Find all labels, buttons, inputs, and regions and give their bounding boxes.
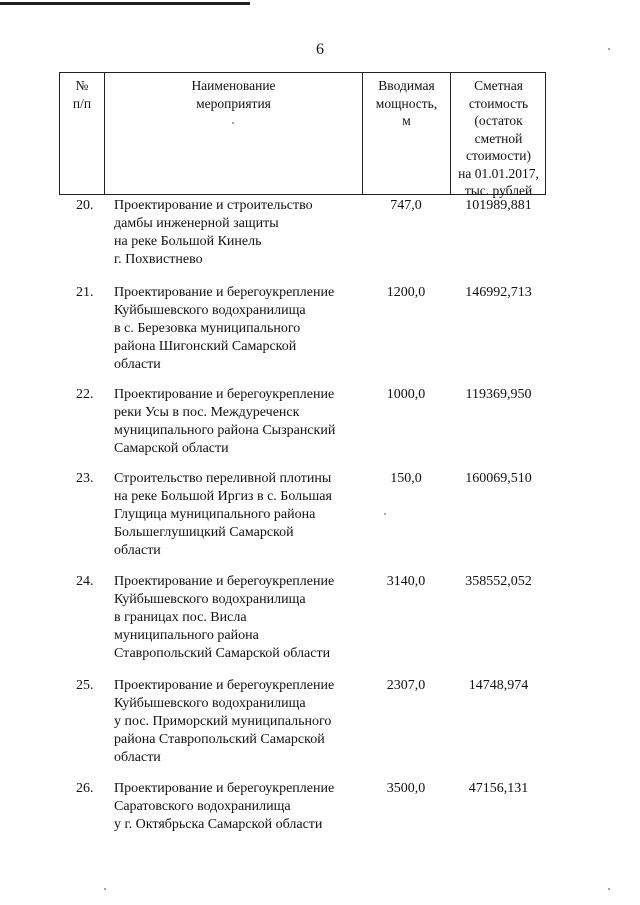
row-power: 2307,0 <box>386 678 426 693</box>
row-power: 3500,0 <box>386 781 426 796</box>
row-power: 747,0 <box>390 198 422 213</box>
row-name-line: в с. Березовка муниципального <box>114 321 301 336</box>
row-name <box>114 197 364 269</box>
row-name <box>114 780 364 834</box>
row-name-line: у г. Октябрьска Самарской области <box>114 817 323 832</box>
row-name-line: Глущица муниципального района <box>114 507 316 522</box>
scan-speck <box>104 888 106 890</box>
row-number: 20. <box>76 198 94 213</box>
row-number: 26. <box>76 781 94 796</box>
row-name-line: Проектирование и берегоукрепление <box>114 781 335 796</box>
row-name-line: области <box>114 357 161 372</box>
row-power: 3140,0 <box>386 574 426 589</box>
row-name-line: Большеглушицкий Самарской <box>114 525 294 540</box>
row-name <box>114 386 364 458</box>
row-name-line: района Шигонский Самарской <box>114 339 297 354</box>
header-cost-line: на 01.01.2017, <box>458 165 539 181</box>
row-name-line: на реке Большой Иргиз в с. Большая <box>114 489 332 504</box>
row-name <box>114 677 364 767</box>
header-power-line: мощность, <box>375 95 438 111</box>
row-name-line: Проектирование и берегоукрепление <box>114 387 335 402</box>
row-name-line: дамбы инженерной защиты <box>114 216 279 231</box>
header-power-line: м <box>402 113 411 128</box>
row-name-line: Самарской области <box>114 441 229 456</box>
header-num <box>60 77 104 112</box>
row-name-line: Строительство переливной плотины <box>114 471 332 486</box>
row-name-line: района Ставропольский Самарской <box>114 732 325 747</box>
header-name <box>105 77 362 112</box>
scan-speck <box>232 122 234 124</box>
row-name-line: Ставропольский Самарской области <box>114 646 331 661</box>
row-name-line: Куйбышевского водохранилища <box>114 696 306 711</box>
row-cost: 14748,974 <box>468 678 529 693</box>
header-cost-line: Сметная <box>474 78 523 93</box>
row-name-line: у пос. Приморский муниципального <box>114 714 332 729</box>
row-number: 25. <box>76 678 94 693</box>
header-power <box>363 77 450 130</box>
row-name-line: области <box>114 543 161 558</box>
row-name-line: области <box>114 750 161 765</box>
row-cost: 146992,713 <box>465 285 532 300</box>
row-name-line: Проектирование и строительство <box>114 198 313 213</box>
header-cost <box>451 77 546 200</box>
row-number: 21. <box>76 285 94 300</box>
row-name-line: муниципального района <box>114 628 259 643</box>
row-name-line: Куйбышевского водохранилища <box>114 592 306 607</box>
header-cost-line: стоимости) <box>466 148 531 163</box>
header-num-line: п/п <box>72 95 92 111</box>
row-name-line: муниципального района Сызранский <box>114 423 336 438</box>
row-name-line: Саратовского водохранилища <box>114 799 291 814</box>
row-name-line: Проектирование и берегоукрепление <box>114 285 335 300</box>
row-name-line: Проектирование и берегоукрепление <box>114 574 335 589</box>
row-number: 24. <box>76 574 94 589</box>
header-name-line: мероприятия <box>196 95 271 111</box>
header-num-line: № <box>75 78 89 93</box>
row-cost: 119369,950 <box>465 387 532 402</box>
scan-speck <box>384 513 386 515</box>
row-cost: 101989,881 <box>465 198 532 213</box>
scan-speck <box>608 48 610 50</box>
header-cost-line: (остаток <box>474 113 523 128</box>
row-name-line: на реке Большой Кинель <box>114 234 262 249</box>
header-cost-line: сметной <box>474 130 523 146</box>
row-name-line: Куйбышевского водохранилища <box>114 303 306 318</box>
row-name-line: в границах пос. Висла <box>114 610 247 625</box>
row-name <box>114 284 364 374</box>
row-name <box>114 573 364 663</box>
scan-top-edge-mark <box>0 2 250 5</box>
row-cost: 47156,131 <box>468 781 529 796</box>
row-power: 150,0 <box>390 471 422 486</box>
row-number: 23. <box>76 471 94 486</box>
header-cost-line: тыс. рублей <box>464 183 533 198</box>
row-number: 22. <box>76 387 94 402</box>
page-number: 6 <box>316 41 324 58</box>
header-name-line: Наименование <box>191 78 276 93</box>
row-name <box>114 470 364 560</box>
table-header <box>59 72 546 198</box>
row-power: 1000,0 <box>386 387 426 402</box>
header-cost-line: стоимость <box>468 95 529 111</box>
scan-speck <box>608 888 610 890</box>
row-name-line: г. Похвистнево <box>114 252 203 267</box>
row-name-line: Проектирование и берегоукрепление <box>114 678 335 693</box>
row-cost: 358552,052 <box>465 574 532 589</box>
header-power-line: Вводимая <box>378 78 435 93</box>
row-name-line: реки Усы в пос. Междуреченск <box>114 405 300 420</box>
row-power: 1200,0 <box>386 285 426 300</box>
row-cost: 160069,510 <box>465 471 532 486</box>
